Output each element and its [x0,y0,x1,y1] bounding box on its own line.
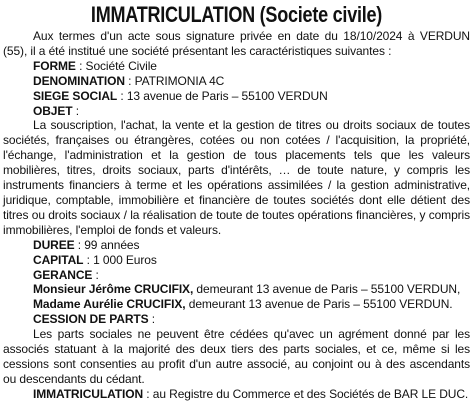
immatriculation-value: : au Registre du Commerce et des Sociétés de BAR LE DUC. [143,386,469,401]
forme-value: : Société Civile [75,58,157,73]
cession-label: CESSION DE PARTS [33,312,149,327]
manager-address: demeurant 13 avenue de Paris – 55100 VERDUN. [185,297,453,312]
manager-entry [3,297,470,312]
capital-label: CAPITAL [33,252,84,267]
gerance-heading [3,268,470,283]
capital-field [3,253,470,268]
notice-title: IMMATRICULATION (Societe civile) [90,2,383,27]
gerance-label: GERANCE [33,267,93,282]
manager-entry [3,282,470,297]
capital-value: : 1 000 Euros [83,252,157,267]
duree-value: : 99 années [74,237,140,252]
denomination-field [3,74,470,89]
forme-field [3,59,470,74]
siege-label: SIEGE SOCIAL [33,88,118,103]
objet-colon: : [72,103,79,118]
cession-paragraph: Les parts sociales ne peuvent être cédées qu'avec un agrément donné par les associés statuant à la majorité des deux tiers des parts sociales, et ce, même si les cessions sont consenties au profit d'un autre associé, au conjoint ou à des ascendants ou descendants du cédant. [3,327,470,386]
duree-field [3,238,470,253]
manager-address: demeurant 13 avenue de Paris – 55100 VERDUN, [193,282,461,297]
cession-colon: : [148,312,155,327]
manager-name: Madame Aurélie CRUCIFIX, [33,297,186,312]
siege-field [3,89,470,104]
objet-heading [3,104,470,119]
manager-name: Monsieur Jérôme CRUCIFIX, [33,282,194,297]
intro-paragraph: Aux termes d'un acte sous signature privée en date du 18/10/2024 à VERDUN (55), il a été institué une société présentant les caractéristiques suivantes : [3,29,470,58]
denomination-label: DENOMINATION [33,73,125,88]
immatriculation-label: IMMATRICULATION [33,386,144,401]
denomination-value: : PATRIMONIA 4C [124,73,225,88]
objet-label: OBJET [33,103,73,118]
cession-heading [3,312,470,327]
duree-label: DUREE [33,237,75,252]
gerance-colon: : [92,267,99,282]
forme-label: FORME [33,58,76,73]
siege-value: : 13 avenue de Paris – 55100 VERDUN [117,88,328,103]
objet-paragraph: La souscription, l'achat, la vente et la gestion de titres ou droits sociaux de toutes sociétés, françaises ou étrangères, cotées ou non cotées / l'acquisition, la propriété, l'échange, l'administration et la gestion de tous placements tels que les valeurs mobilières, titres, droits sociaux, parts d'intérêts, … de toute nature, y compris les instruments financiers à terme et les opérations assimilées / la gestion administrative, juridique, comptable, immobilière et financière de toutes sociétés dont elle détient des titres ou droits sociaux / la réalisation de toute de toutes opérations financières, y compris immobilières, l'emploi de fonds et valeurs. [3,118,470,237]
immatriculation-field [3,387,470,402]
